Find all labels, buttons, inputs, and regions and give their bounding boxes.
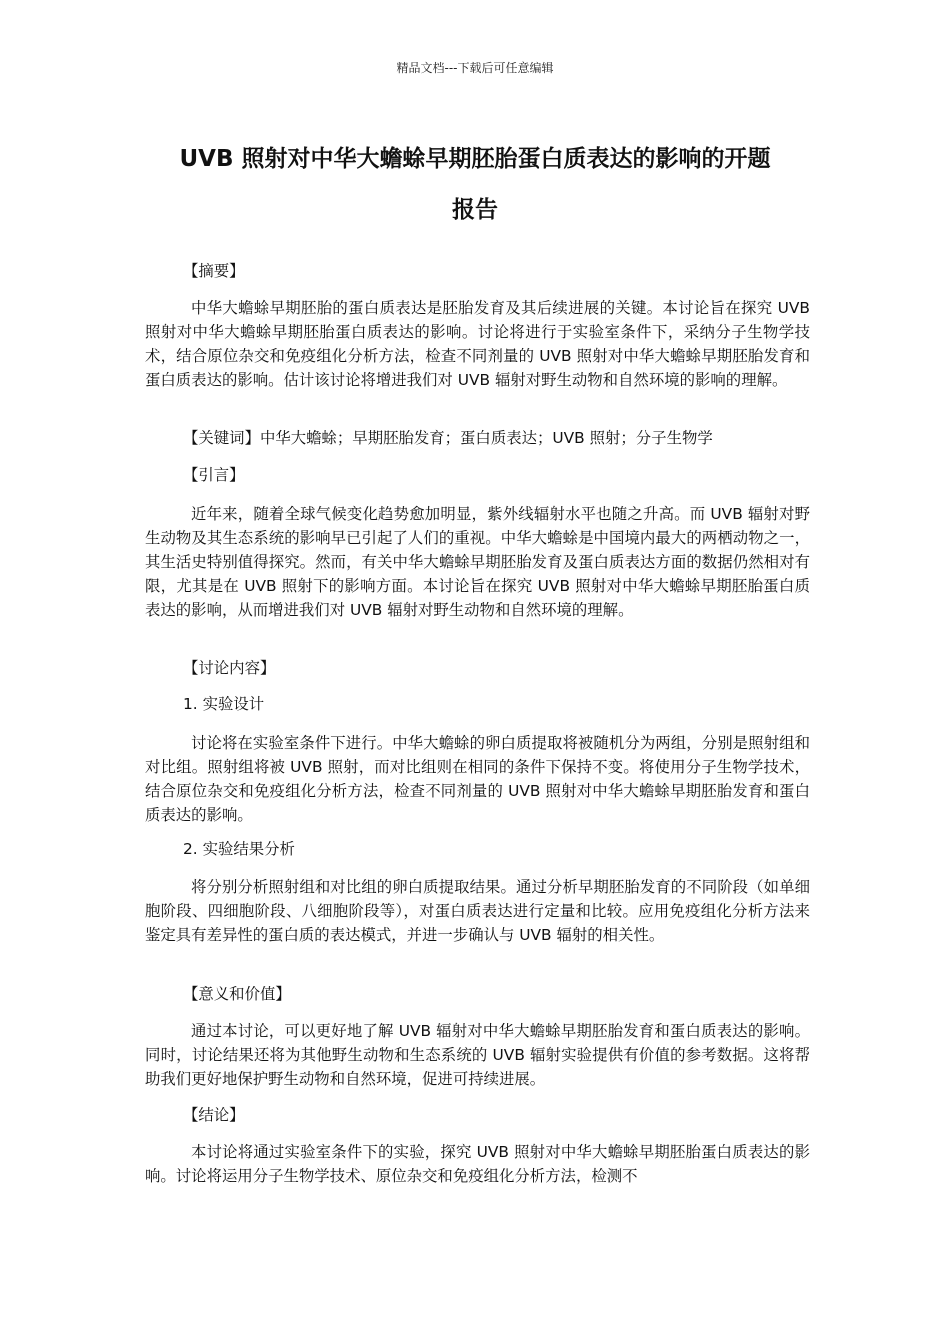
abstract-paragraph: 中华大蟾蜍早期胚胎的蛋白质表达是胚胎发育及其后续进展的关键。本讨论旨在探究 UVB 照射对中华大蟾蜍早期胚胎蛋白质表达的影响。讨论将进行于实验室条件下，采纳分子生物学技术，结合原位杂交和免疫组化分析方法，检查不同剂量的 UVB 照射对中华大蟾蜍早期胚胎发育和蛋白质表达的影响。估计该讨论将增进我们对 UVB 辐射对野生动物和自然环境的影响的理解。 xyxy=(145,299,810,389)
conclusion-heading: 【结论】 xyxy=(183,1106,245,1124)
intro-heading: 【引言】 xyxy=(183,466,245,484)
abstract-heading: 【摘要】 xyxy=(183,262,245,280)
analysis-section xyxy=(145,875,810,947)
value-heading: 【意义和价值】 xyxy=(183,985,291,1003)
design-paragraph: 讨论将在实验室条件下进行。中华大蟾蜍的卵白质提取将被随机分为两组，分别是照射组和对比组。照射组将被 UVB 照射，而对比组则在相同的条件下保持不变。将使用分子生物学技术，结合原位杂交和免疫组化分析方法，检查不同剂量的 UVB 照射对中华大蟾蜍早期胚胎发育和蛋白质表达的影响。 xyxy=(145,734,810,824)
conclusion-paragraph: 本讨论将通过实验室条件下的实验，探究 UVB 照射对中华大蟾蜍早期胚胎蛋白质表达的影响。讨论将运用分子生物学技术、原位杂交和免疫组化分析方法，检测不 xyxy=(145,1143,810,1185)
intro-paragraph: 近年来，随着全球气候变化趋势愈加明显，紫外线辐射水平也随之升高。而 UVB 辐射对野生动物及其生态系统的影响早已引起了人们的重视。中华大蟾蜍是中国境内最大的两栖动物之一，其生活史特别值得探究。然而，有关中华大蟾蜍早期胚胎发育及蛋白质表达方面的数据仍然相对有限，尤其是在 UVB 照射下的影响方面。本讨论旨在探究 UVB 照射对中华大蟾蜍早期胚胎蛋白质表达的影响，从而增进我们对 UVB 辐射对野生动物和自然环境的理解。 xyxy=(145,505,810,619)
analysis-paragraph: 将分别分析照射组和对比组的卵白质提取结果。通过分析早期胚胎发育的不同阶段（如单细胞阶段、四细胞阶段、八细胞阶段等），对蛋白质表达进行定量和比较。应用免疫组化分析方法来鉴定具有差异性的蛋白质的表达模式，并进一步确认与 UVB 辐射的相关性。 xyxy=(145,878,810,944)
design-section xyxy=(145,731,810,827)
document-title-continued: 报告 xyxy=(452,197,498,223)
conclusion-section xyxy=(145,1140,810,1188)
value-paragraph: 通过本讨论，可以更好地了解 UVB 辐射对中华大蟾蜍早期胚胎发育和蛋白质表达的影响。同时，讨论结果还将为其他野生动物和生态系统的 UVB 辐射实验提供有价值的参考数据。这将帮助我们更好地保护野生动物和自然环境，促进可持续进展。 xyxy=(145,1022,810,1088)
design-heading: 1. 实验设计 xyxy=(183,695,265,713)
header-note: 精品文档---下载后可任意编辑 xyxy=(396,61,554,75)
document-title: UVB 照射对中华大蟾蜍早期胚胎蛋白质表达的影响的开题 xyxy=(179,146,771,172)
analysis-heading: 2. 实验结果分析 xyxy=(183,840,295,858)
content-heading: 【讨论内容】 xyxy=(183,659,276,677)
abstract-section xyxy=(145,296,810,392)
intro-section xyxy=(145,502,810,622)
value-section xyxy=(145,1019,810,1091)
keywords-line: 【关键词】中华大蟾蜍；早期胚胎发育；蛋白质表达；UVB 照射；分子生物学 xyxy=(183,429,713,447)
